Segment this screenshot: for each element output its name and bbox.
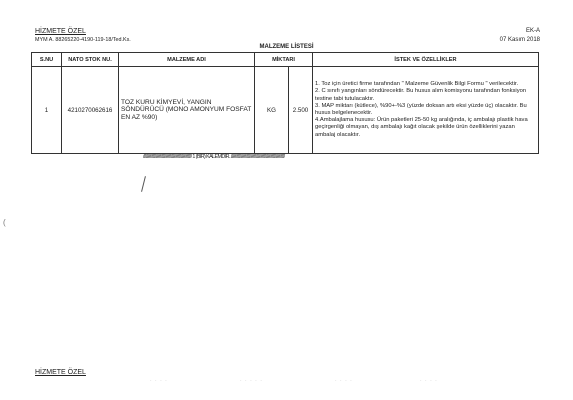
table-row <box>32 67 539 154</box>
spec-item: 3. MAP miktarı (kütlece), %90+-%3 (yüzde doksan artı eksi yüzde üç) olacaktır. Bu husus belgelenecektir. <box>315 102 527 116</box>
cell-sn: 1 <box>32 67 62 154</box>
faint-dots: · · · · <box>150 378 168 384</box>
spec-item: 4.Ambalajlama hususu: Ürün paketleri 25-50 kg aralığında, iç ambalajı plastik hava geçirgenliği olmayan, dış ambalajı kağıt olacak şekilde ürün özelliklerini yazan ambalaj olacaktır. <box>315 117 528 138</box>
cell-quantity: 2.500 <box>289 67 313 154</box>
reference-number: MYM A. 88265220-4190-119-18/Ted.Ks. <box>35 37 131 43</box>
faint-dots: · · · · · <box>240 378 263 384</box>
column-header-name: MALZEME ADI <box>119 53 255 67</box>
total-items-line: ////////////////////////////////////////////////////// 1 (BİR) KALEMDİR. //////////////////////////////////////////////////////////// <box>143 154 285 160</box>
faint-dots: · · · · <box>335 378 353 384</box>
annex-label: EK-A <box>525 28 540 34</box>
column-header-sn: S.NU <box>32 53 62 67</box>
spec-item: 2. C sınıfı yangınları söndürecektir. Bu husus alım komisyonu tarafından fonksiyon testine tabi tutulacaktır. <box>315 88 527 102</box>
classification-label: HİZMETE ÖZEL <box>35 28 86 35</box>
column-header-specs: İSTEK VE ÖZELLİKLER <box>313 53 539 67</box>
table-header-row <box>32 53 539 67</box>
bottom-classification-label: HİZMETE ÖZEL <box>35 369 86 376</box>
cell-unit: KG <box>255 67 289 154</box>
header-left <box>35 27 131 44</box>
material-table <box>31 52 539 154</box>
faint-dots: · · · · <box>420 378 438 384</box>
spec-item: 1. Toz için üretici firme tarafından " Malzeme Güvenlik Bilgi Formu " verilecektir. <box>315 81 519 88</box>
column-header-nato-stock: NATO STOK NU. <box>62 53 119 67</box>
side-margin-mark: ( <box>3 218 6 227</box>
document-date: 07 Kasım 2018 <box>499 37 540 43</box>
cell-nato-stock: 4210270062616 <box>62 67 119 154</box>
cell-specs <box>313 67 539 154</box>
pen-mark <box>141 176 146 192</box>
header-right <box>500 27 540 45</box>
column-header-quantity: MİKTARI <box>255 53 313 67</box>
cell-material-name: TOZ KURU KİMYEVİ, YANGIN SÖNDÜRÜCÜ (MONO AMONYUM FOSFAT EN AZ %90) <box>119 67 255 154</box>
list-title: MALZEME LİSTESİ <box>259 44 314 50</box>
